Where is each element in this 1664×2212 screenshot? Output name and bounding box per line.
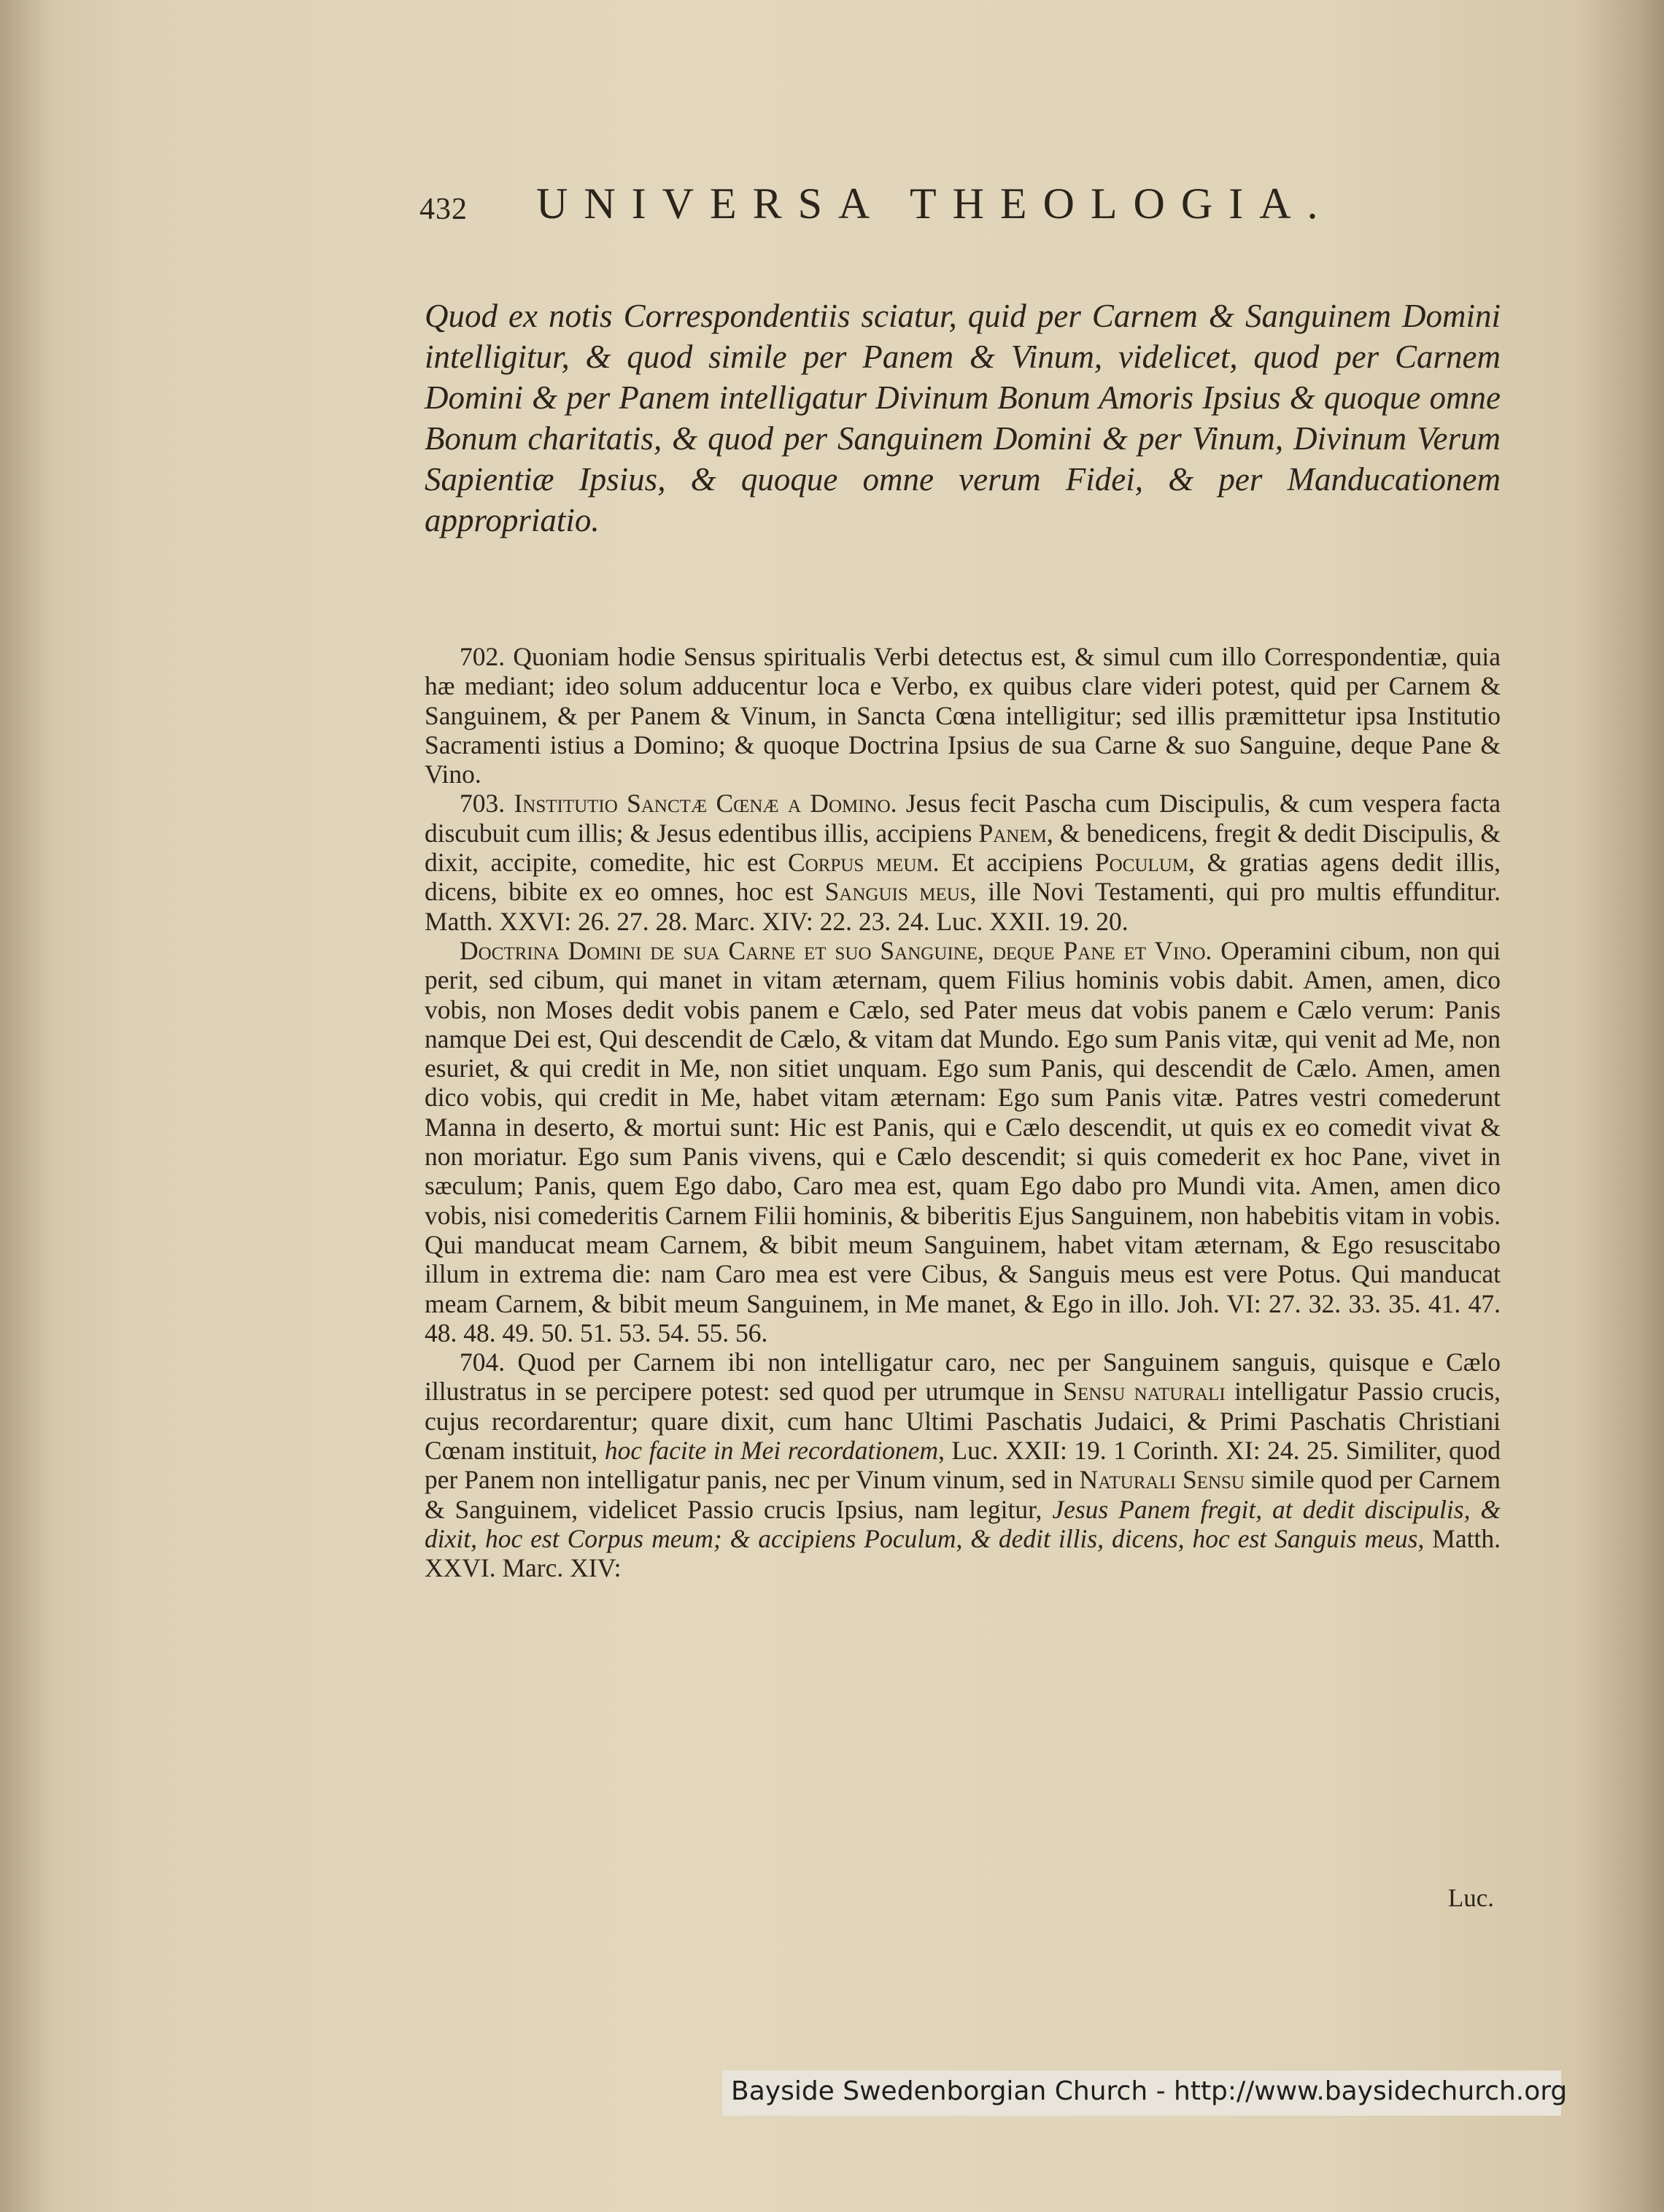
emphasis-panem: Panem [978, 818, 1047, 848]
emphasis-sensu-naturali: Sensu naturali [1063, 1377, 1226, 1407]
gutter-shadow [1576, 0, 1664, 2212]
paragraph-doctrina [425, 936, 1501, 1347]
paragraph-text: simile quod per Carnem & Sanguinem, videlicet Passio crucis Ipsius, nam legitur, [425, 1465, 1501, 1524]
paragraph-702: 702. Quoniam hodie Sensus spiritualis Verbi detectus est, & simul cum illo Correspondentiæ, quia hæ mediant; ideo solum adducentur loca e Verbo, ex quibus clare videri potest, quid per Carnem & Sanguinem, & per Panem & Vinum, in Sancta Cœna intelligitur; sed illis præmittetur ipsa Institutio Sacramenti istius a Domino; & quoque Doctrina Ipsius de sua Carne & suo Sanguine, deque Pane & Vino. [425, 642, 1501, 789]
page-header [419, 179, 1390, 237]
emphasis-corpus: Corpus meum. [787, 848, 940, 878]
paragraph-703 [425, 789, 1501, 935]
emphasis-sanguis: Sanguis meus [824, 877, 970, 907]
watermark-text: Bayside Swedenborgian Church - http://www.baysidechurch.org [731, 2076, 1568, 2106]
paragraph-704 [425, 1347, 1501, 1582]
paragraph-text: , Matth. XXVI. Marc. XIV: [425, 1523, 1501, 1583]
body-text [425, 642, 1501, 1583]
paragraph-text: , & gratias agens dedit illis, dicens, bibite ex eo omnes, hoc est [425, 848, 1501, 907]
paragraph-text: 704. Quod per Carnem ibi non intelligatur caro, nec per Sanguinem sanguis, quisque e Cælo illustratus in se percipere potest: sed quod per utrumque in [425, 1347, 1501, 1407]
page-edge-shadow [0, 0, 51, 2212]
paragraph-text: Operamini cibum, non qui perit, sed cibum, qui manet in vitam æternam, quem Filius hominis vobis dabit. Amen, amen, dico vobis, non Moses dedit vobis panem e Cælo, sed Pater meus dat vobis panem e Cælo verum: Panis namque Dei est, Qui descendit de Cælo, & vitam dat Mundo. Ego sum Panis vitæ, qui venit ad Me, non esuriet, & qui credit in Me, non sitiet unquam. Ego sum Panis, qui descendit de Cælo. Amen, amen dico vobis, qui credit in Me, habet vitam æternam: Ego sum Panis vitæ. Patres vestri comederunt Manna in deserto, & mortui sunt: Hic est Panis, qui e Cælo descendit, ut quis ex eo comedit vivat & non moriatur. Ego sum Panis vivens, qui e Cælo descendit; si quis comederit ex hoc Pane, vivet in sæculum; Panis, quem Ego dabo, Caro mea est, quam Ego dabo pro Mundi vita. Amen, amen dico vobis, nisi comederitis Carnem Filii hominis, & biberitis Ejus Sanguinem, non habebitis vitam in vobis. Qui manducat meam Carnem, & bibit meum Sanguinem, habet vitam æternam, & Ego resuscitabo illum in extrema die: nam Caro mea est vere Cibus, & Sanguis meus est vere Potus. Qui manducat meam Carnem, & bibit meum Sanguinem, in Me manet, & Ego in illo. Joh. VI: 27. 32. 33. 35. 41. 47. 48. 48. 49. 50. 51. 53. 54. 55. 56. [425, 935, 1501, 1347]
paragraph-title: Institutio Sanctæ Cœnæ a Domino. [514, 789, 897, 819]
scripture-quote: Jesus Panem fregit, at dedit discipulis, & dixit, hoc est Corpus meum; & accipiens Poculum, & dedit illis, dicens, hoc est Sanguis meus [425, 1494, 1501, 1553]
page-number: 432 [419, 193, 468, 226]
running-title: UNIVERSA THEOLOGIA. [536, 179, 1334, 228]
watermark-banner [722, 2070, 1568, 2116]
paragraph-text: intelligatur Passio crucis, cujus recordarentur; quare dixit, cum hanc Ultimi Paschatis Judaici, & Primi Paschatis Christiani Cœnam instituit, [425, 1377, 1501, 1466]
paragraph-text: , ille Novi Testamenti, qui pro multis effunditur. Matth. XXVI: 26. 27. 28. Marc. XIV: 22. 23. 24. Luc. XXII. 19. 20. [425, 877, 1501, 936]
emphasis-naturali-sensu: Naturali Sensu [1079, 1465, 1245, 1495]
catchword: Luc. [1447, 1884, 1494, 1912]
section-heading: Quod ex notis Correspondentiis sciatur, quid per Carnem & Sanguinem Domini intelligitur, & quod simile per Panem & Vinum, videlicet, quod per Carnem Domini & per Panem intelligatur Divinum Bonum Amoris Ipsius & quoque omne Bonum charitatis, & quod per Sanguinem Domini & per Vinum, Divinum Verum Sapientiæ Ipsius, & quoque omne verum Fidei, & per Manducationem appropriatio. [425, 298, 1501, 538]
emphasis-poculum: Poculum [1094, 848, 1188, 878]
paragraph-title: Doctrina Domini de sua Carne et suo Sanguine, deque Pane et Vino. [460, 935, 1212, 965]
paragraph-text: , Luc. XXII: 19. 1 Corinth. XI: 24. 25. Similiter, quod per Panem non intelligatur panis, nec per Vinum vinum, sed in [425, 1436, 1501, 1495]
paragraph-text: Et accipiens [951, 848, 1083, 878]
paragraph-text: , & benedicens, fregit & dedit Discipulis, & dixit, accipite, comedite, hic est [425, 818, 1501, 878]
emphasis-hoc-facite: hoc facite in Mei recordationem [604, 1436, 939, 1466]
paragraph-text: Jesus fecit Pascha cum Discipulis, & cum vespera facta discubuit cum illis; & Jesus edentibus illis, accipiens [425, 789, 1501, 848]
paragraph-number: 703. [460, 789, 506, 819]
